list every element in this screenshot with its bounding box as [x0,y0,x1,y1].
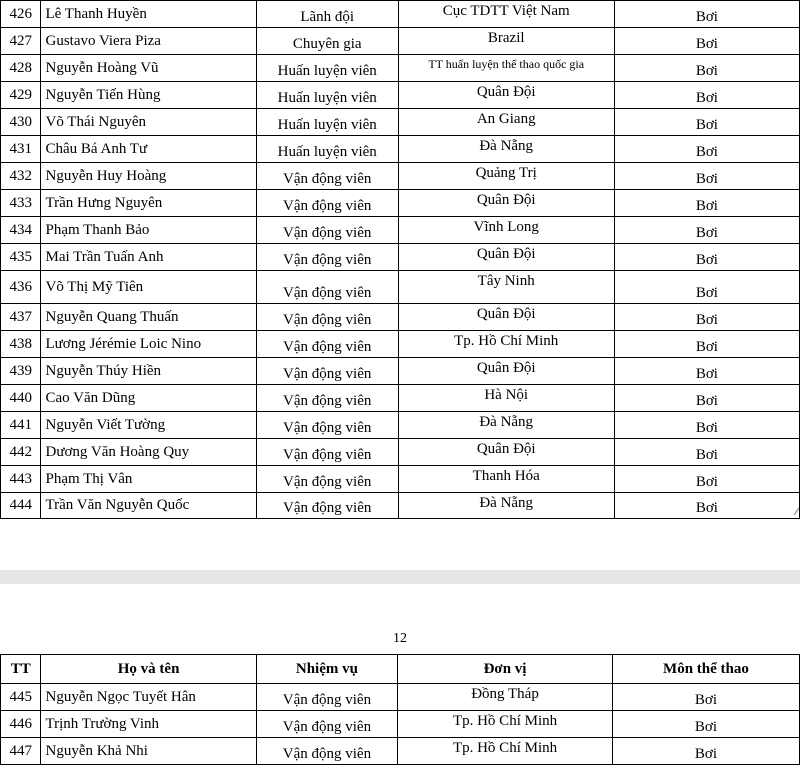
row-role: Vận động viên [256,217,398,244]
row-role: Vận động viên [256,271,398,304]
row-role: Vận động viên [256,466,398,493]
row-role: Vận động viên [256,385,398,412]
row-sport: Bơi [614,271,799,304]
row-tt: 445 [1,684,41,711]
row-name: Gustavo Viera Piza [41,28,256,55]
row-sport: Bơi [614,55,799,82]
row-name: Nguyễn Quang Thuấn [41,304,256,331]
table-row [1,304,800,331]
row-unit: Quân Đội [398,439,614,466]
row-name: Nguyễn Khả Nhi [41,738,256,765]
row-sport: Bơi [612,684,799,711]
row-name: Lê Thanh Huyền [41,1,256,28]
row-tt: 430 [1,109,41,136]
header-role: Nhiệm vụ [256,655,397,684]
athlete-table-body [1,684,800,765]
table-row [1,439,800,466]
row-tt: 437 [1,304,41,331]
row-sport: Bơi [614,385,799,412]
row-name: Nguyễn Thúy Hiền [41,358,256,385]
row-tt: 446 [1,711,41,738]
row-unit: Đà Nẵng [398,493,614,519]
row-tt: 434 [1,217,41,244]
row-tt: 442 [1,439,41,466]
row-unit: Quân Đội [398,190,614,217]
row-unit: Tp. Hồ Chí Minh [398,738,613,765]
row-unit: Tây Ninh [398,271,614,304]
header-name: Họ và tên [41,655,256,684]
table-row [1,331,800,358]
row-role: Vận động viên [256,493,398,519]
row-name: Võ Thái Nguyên [41,109,256,136]
row-unit: An Giang [398,109,614,136]
row-role: Chuyên gia [256,28,398,55]
page-number: 12 [393,631,407,646]
page-break [0,570,800,584]
row-unit: Vĩnh Long [398,217,614,244]
row-sport: Bơi [614,493,799,519]
row-unit: Quân Đội [398,304,614,331]
row-unit: Tp. Hồ Chí Minh [398,331,614,358]
row-tt: 427 [1,28,41,55]
row-sport: Bơi [614,439,799,466]
table-row [1,82,800,109]
row-unit: Tp. Hồ Chí Minh [398,711,613,738]
table-header-row [1,655,800,684]
row-name: Dương Văn Hoàng Quy [41,439,256,466]
row-name: Phạm Thị Vân [41,466,256,493]
row-role: Huấn luyện viên [256,82,398,109]
row-name: Mai Trần Tuấn Anh [41,244,256,271]
row-role: Vận động viên [256,358,398,385]
row-role: Huấn luyện viên [256,109,398,136]
row-role: Vận động viên [256,439,398,466]
row-unit: Quân Đội [398,358,614,385]
table-row [1,271,800,304]
row-sport: Bơi [614,190,799,217]
row-tt: 431 [1,136,41,163]
row-unit: Quân Đội [398,244,614,271]
header-tt: TT [1,655,41,684]
row-role: Huấn luyện viên [256,55,398,82]
row-role: Vận động viên [256,304,398,331]
row-unit: Đồng Tháp [398,684,613,711]
row-sport: Bơi [614,1,799,28]
row-role: Vận động viên [256,684,397,711]
row-unit: Hà Nội [398,385,614,412]
table-row [1,28,800,55]
row-name: Cao Văn Dũng [41,385,256,412]
row-tt: 433 [1,190,41,217]
table-row [1,244,800,271]
row-tt: 432 [1,163,41,190]
row-sport: Bơi [614,331,799,358]
header-sport: Môn thể thao [612,655,799,684]
row-tt: 441 [1,412,41,439]
row-name: Nguyễn Tiến Hùng [41,82,256,109]
row-unit: Quân Đội [398,82,614,109]
athlete-table-body [1,1,800,519]
table-row [1,684,800,711]
row-tt: 428 [1,55,41,82]
row-name: Nguyễn Ngọc Tuyết Hân [41,684,256,711]
row-name: Nguyễn Hoàng Vũ [41,55,256,82]
row-role: Vận động viên [256,738,397,765]
athlete-table-page-12 [0,654,800,765]
table-row [1,358,800,385]
row-unit: Cục TDTT Việt Nam [398,1,614,28]
row-tt: 439 [1,358,41,385]
table-row [1,109,800,136]
table-row [1,1,800,28]
corner-mark-icon [792,504,800,516]
row-tt: 447 [1,738,41,765]
row-sport: Bơi [614,244,799,271]
row-sport: Bơi [614,28,799,55]
row-tt: 435 [1,244,41,271]
row-role: Vận động viên [256,190,398,217]
table-row [1,738,800,765]
table-row [1,217,800,244]
row-sport: Bơi [614,304,799,331]
row-sport: Bơi [614,412,799,439]
row-sport: Bơi [614,109,799,136]
row-name: Trịnh Trường Vinh [41,711,256,738]
row-role: Vận động viên [256,412,398,439]
row-tt: 440 [1,385,41,412]
table-row [1,412,800,439]
row-role: Lãnh đội [256,1,398,28]
row-sport: Bơi [612,738,799,765]
table-row [1,711,800,738]
table-row [1,466,800,493]
row-sport: Bơi [614,82,799,109]
row-sport: Bơi [614,163,799,190]
row-unit: TT huấn luyện thể thao quốc gia [398,55,614,82]
row-sport: Bơi [614,136,799,163]
row-role: Vận động viên [256,163,398,190]
row-sport: Bơi [614,466,799,493]
row-role: Vận động viên [256,244,398,271]
row-tt: 426 [1,1,41,28]
row-tt: 443 [1,466,41,493]
row-name: Nguyễn Viết Tường [41,412,256,439]
row-unit: Đà Nẵng [398,412,614,439]
table-row [1,385,800,412]
row-name: Trần Văn Nguyễn Quốc [41,493,256,519]
row-role: Huấn luyện viên [256,136,398,163]
table-row [1,493,800,519]
row-name: Phạm Thanh Bảo [41,217,256,244]
row-name: Lương Jérémie Loic Nino [41,331,256,358]
header-unit: Đơn vị [398,655,613,684]
row-unit: Quảng Trị [398,163,614,190]
row-name: Võ Thị Mỹ Tiên [41,271,256,304]
row-tt: 444 [1,493,41,519]
row-name: Châu Bá Anh Tư [41,136,256,163]
row-sport: Bơi [614,217,799,244]
row-role: Vận động viên [256,711,397,738]
row-role: Vận động viên [256,331,398,358]
table-row [1,136,800,163]
row-sport: Bơi [612,711,799,738]
row-name: Trần Hưng Nguyên [41,190,256,217]
table-row [1,55,800,82]
row-unit: Đà Nẵng [398,136,614,163]
row-unit: Brazil [398,28,614,55]
row-unit: Thanh Hóa [398,466,614,493]
row-name: Nguyễn Huy Hoàng [41,163,256,190]
row-tt: 436 [1,271,41,304]
row-sport: Bơi [614,358,799,385]
row-tt: 429 [1,82,41,109]
table-row [1,163,800,190]
row-tt: 438 [1,331,41,358]
table-row [1,190,800,217]
